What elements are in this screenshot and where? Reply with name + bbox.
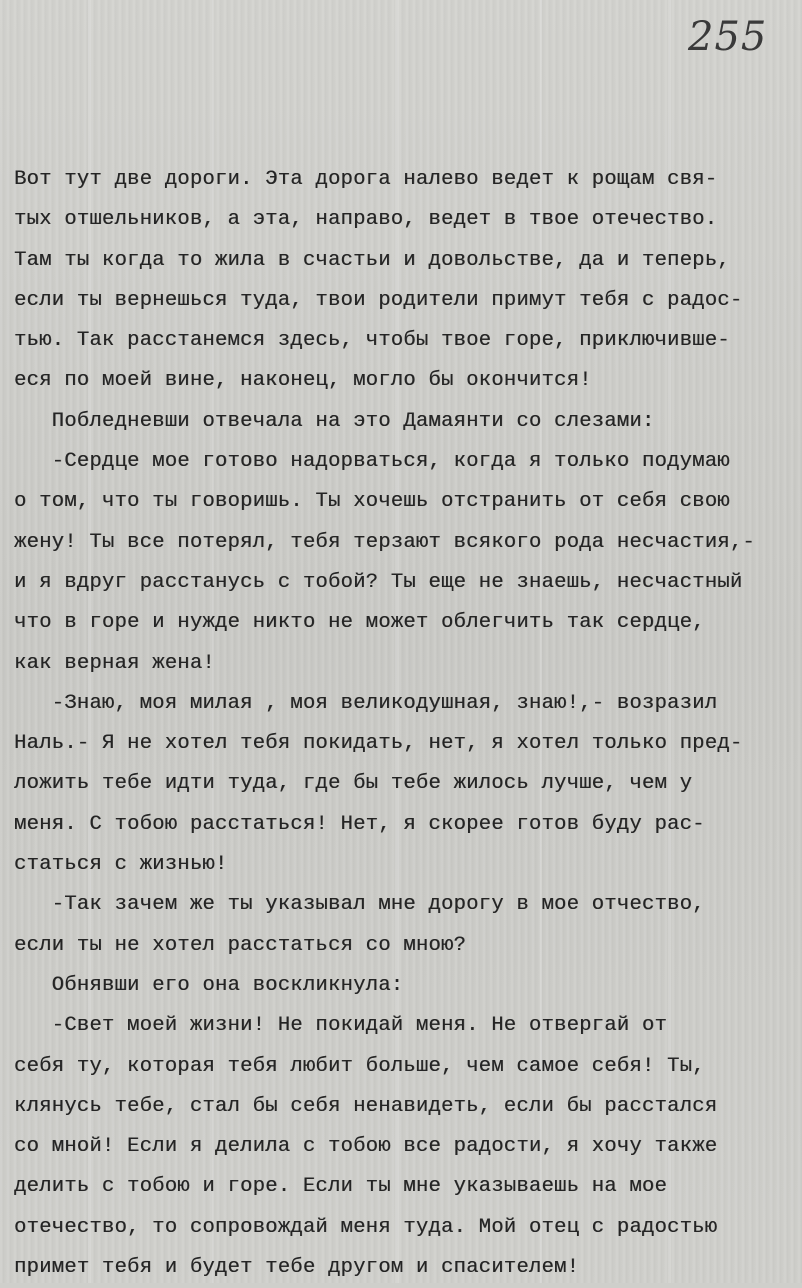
text-line: Обнявши его она воскликнула: bbox=[14, 973, 404, 997]
text-line: тью. Так расстанемся здесь, чтобы твое горе, приключивше- bbox=[14, 329, 730, 353]
text-line: что в горе и нужде никто не может облегчить так сердце, bbox=[14, 611, 705, 635]
page-number: 255 bbox=[688, 14, 768, 60]
text-line: Вот тут две дороги. Эта дорога налево ведет к рощам свя- bbox=[14, 168, 718, 191]
text-line: -Сердце мое готово надорваться, когда я только подумаю bbox=[14, 450, 730, 474]
typewritten-text bbox=[14, 160, 794, 1288]
text-line: если ты не хотел расстаться со мною? bbox=[14, 933, 467, 957]
text-line: ложить тебе идти туда, где бы тебе жилось лучше, чем у bbox=[14, 772, 693, 796]
text-line: еся по моей вине, наконец, могло бы окончится! bbox=[14, 369, 592, 393]
text-line: жену! Ты все потерял, тебя терзают всякого рода несчастия,- bbox=[14, 530, 755, 554]
text-line: как верная жена! bbox=[14, 651, 215, 675]
text-line: отечество, то сопровождай меня туда. Мой отец с радостью bbox=[14, 1215, 718, 1239]
text-line: Побледневши отвечала на это Дамаянти со слезами: bbox=[14, 409, 655, 433]
text-line: -Так зачем же ты указывал мне дорогу в мое отчество, bbox=[14, 893, 705, 917]
text-line: Там ты когда то жила в счастьи и довольстве, да и теперь, bbox=[14, 248, 730, 272]
text-line: тых отшельников, а эта, направо, ведет в твое отечество. bbox=[14, 208, 718, 232]
text-line: если ты вернешься туда, твои родители примут тебя с радос- bbox=[14, 288, 743, 312]
text-line: Наль.- Я не хотел тебя покидать, нет, я хотел только пред- bbox=[14, 732, 743, 756]
text-line: меня. С тобою расстаться! Нет, я скорее готов буду рас- bbox=[14, 812, 705, 836]
text-line: со мной! Если я делила с тобою все радости, я хочу также bbox=[14, 1135, 718, 1159]
text-line: -Знаю, моя милая , моя великодушная, знаю!,- возразил bbox=[14, 691, 718, 715]
text-line: клянусь тебе, стал бы себя ненавидеть, если бы расстался bbox=[14, 1094, 718, 1118]
text-line: о том, что ты говоришь. Ты хочешь отстранить от себя свою bbox=[14, 490, 730, 514]
text-line: делить с тобою и горе. Если ты мне указываешь на мое bbox=[14, 1175, 668, 1199]
text-line: -Свет моей жизни! Не покидай меня. Не отвергай от bbox=[14, 1014, 668, 1038]
text-line: и я вдруг расстанусь с тобой? Ты еще не знаешь, несчастный bbox=[14, 570, 743, 594]
text-line: статься с жизнью! bbox=[14, 853, 228, 877]
text-line: себя ту, которая тебя любит больше, чем самое себя! Ты, bbox=[14, 1054, 705, 1078]
text-line: примет тебя и будет тебе другом и спасителем! bbox=[14, 1256, 580, 1280]
